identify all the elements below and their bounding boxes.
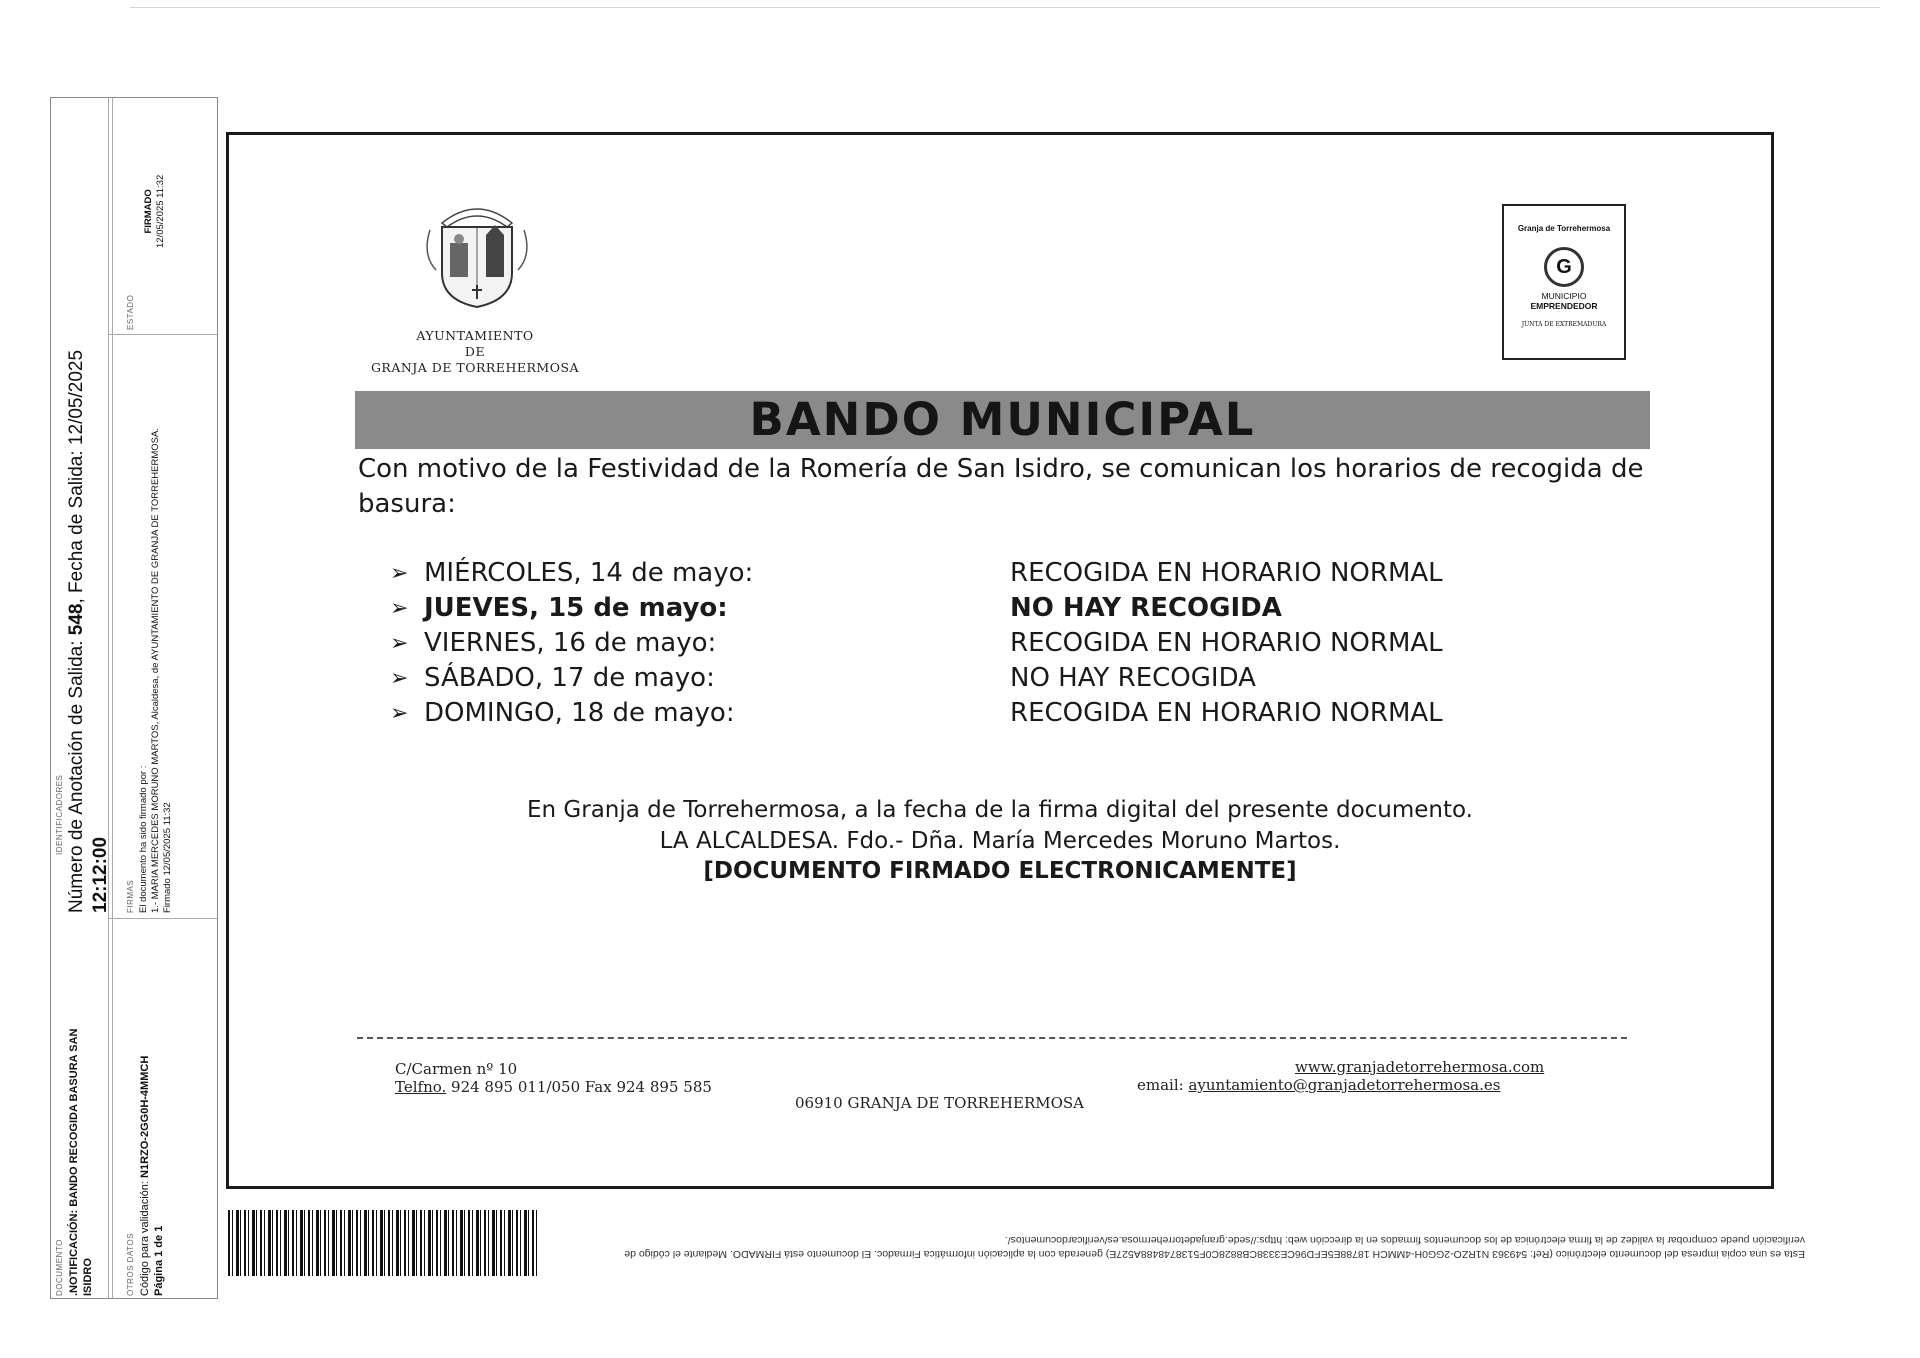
documento-block	[55, 1239, 64, 1296]
firmas-label: FIRMAS	[126, 879, 135, 913]
emprendedor-logo-icon: G	[1544, 247, 1584, 287]
verification-footer-line: verificación puede comprobar la validez de la firma electrónica de los documentos firmados en la dirección web: https://sede.granjadetorrehermosa.es/verificardocumentos/.	[1004, 1234, 1805, 1246]
top-edge-line	[130, 7, 1880, 8]
schedule-row	[390, 556, 1590, 591]
schedule-list	[390, 556, 1590, 731]
address-city: 06910 GRANJA DE TORREHERMOSA	[795, 1094, 1085, 1112]
validation-stamp	[50, 97, 218, 1299]
arrow-bullet-icon: ➢	[390, 561, 409, 586]
ayuntamiento-name: AYUNTAMIENTO DE GRANJA DE TORREHERMOSA	[370, 328, 580, 375]
schedule-status: NO HAY RECOGIDA	[1010, 663, 1256, 693]
stamp-divider	[108, 334, 217, 335]
website-link[interactable]: www.granjadetorrehermosa.com	[1295, 1058, 1545, 1076]
codigo-validacion: Código para validación: N1RZO-2GG0H-4MMCH Página 1 de 1	[139, 1055, 165, 1296]
firmas-text: El documento ha sido firmado por : 1.- MARIA MERCEDES MORUNO MARTOS, Alcaldesa, de AYUNTAMIENTO DE GRANJA DE TORREHERMOSA. Firmado 12/05/2025 11:32	[138, 428, 173, 913]
stamp-divider	[108, 918, 217, 919]
email-link[interactable]: ayuntamiento@granjadetorrehermosa.es	[1188, 1076, 1501, 1094]
identificadores-label: IDENTIFICADORES	[55, 774, 64, 855]
barcode	[228, 1210, 538, 1276]
documento-label: DOCUMENTO	[55, 1239, 64, 1296]
schedule-row	[390, 626, 1590, 661]
page-title: BANDO MUNICIPAL	[749, 393, 1256, 446]
schedule-day: MIÉRCOLES, 14 de mayo:	[424, 558, 754, 588]
estado-label: ESTADO	[126, 294, 135, 330]
schedule-status: RECOGIDA EN HORARIO NORMAL	[1010, 698, 1443, 728]
footer-divider	[357, 1037, 1627, 1039]
schedule-status: RECOGIDA EN HORARIO NORMAL	[1010, 628, 1443, 658]
schedule-row	[390, 661, 1590, 696]
arrow-bullet-icon: ➢	[390, 631, 409, 656]
arrow-bullet-icon: ➢	[390, 666, 409, 691]
signature-place-date: En Granja de Torrehermosa, a la fecha de la firma digital del presente documento.	[527, 797, 1473, 823]
title-banner	[355, 391, 1650, 449]
municipio-emprendedor-emblem: Granja de Torrehermosa G MUNICIPIO EMPRENDEDOR JUNTA DE EXTREMADURA	[1502, 204, 1626, 360]
signature-name: LA ALCALDESA. Fdo.- Dña. María Mercedes Moruno Martos.	[659, 828, 1341, 854]
email-line: email: ayuntamiento@granjadetorrehermosa.es	[1137, 1076, 1501, 1094]
schedule-day: VIERNES, 16 de mayo:	[424, 628, 717, 658]
schedule-row	[390, 696, 1590, 731]
documento-value: .NOTIFICACIÓN: BANDO RECOGIDA BASURA SAN ISIDRO	[68, 1028, 94, 1296]
schedule-status: NO HAY RECOGIDA	[1010, 593, 1282, 623]
intro-text: Con motivo de la Festividad de la Romería de San Isidro, se comunican los horarios de recogida de basura:	[358, 454, 1644, 519]
schedule-day: SÁBADO, 17 de mayo:	[424, 663, 715, 693]
arrow-bullet-icon: ➢	[390, 596, 409, 621]
municipal-crest-icon	[422, 195, 532, 315]
address-phone: Telfno. 924 895 011/050 Fax 924 895 585	[395, 1078, 712, 1096]
address-street: C/Carmen nº 10	[395, 1060, 518, 1078]
verification-footer-line: Esta es una copia impresa del documento electrónico (Ref: 549363 N1RZO-2GG0H-4MMCH 18788E5EFD96CE3338CB8828C0F5138748488A527E) generada con la aplicación informática Firmadoc. El documento está FIRMADO. Mediante el código de	[624, 1248, 1805, 1260]
estado-value: FIRMADO 12/05/2025 11:32	[143, 174, 166, 248]
anotacion-salida: Número de Anotación de Salida: 548, Fecha de Salida: 12/05/2025 12:12:00	[66, 349, 111, 913]
schedule-status: RECOGIDA EN HORARIO NORMAL	[1010, 558, 1443, 588]
schedule-day: DOMINGO, 18 de mayo:	[424, 698, 735, 728]
schedule-row	[390, 591, 1590, 626]
arrow-bullet-icon: ➢	[390, 701, 409, 726]
schedule-day: JUEVES, 15 de mayo:	[424, 593, 728, 623]
otros-datos-label: OTROS DATOS	[126, 1233, 135, 1296]
signature-status: [DOCUMENTO FIRMADO ELECTRONICAMENTE]	[703, 858, 1297, 884]
